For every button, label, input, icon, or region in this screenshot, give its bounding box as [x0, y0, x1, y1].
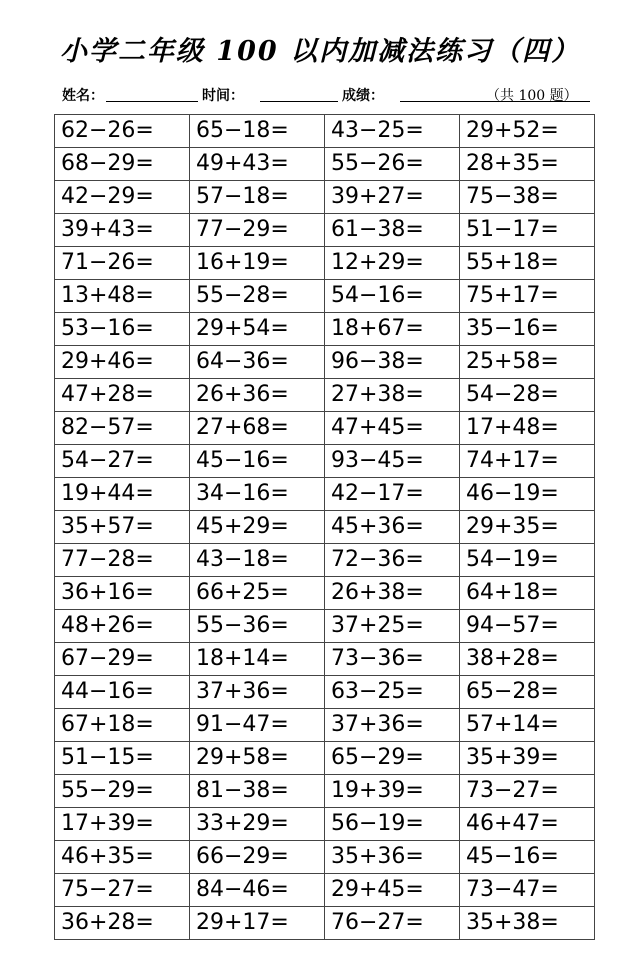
problem-cell: 29+58= [190, 742, 325, 775]
problem-cell: 35+39= [460, 742, 595, 775]
problem-cell: 43−25= [325, 115, 460, 148]
problem-cell: 82−57= [55, 412, 190, 445]
problem-cell: 29+17= [190, 907, 325, 940]
problem-cell: 53−16= [55, 313, 190, 346]
worksheet-title: 小学二年级 100 以内加减法练习（四） [59, 36, 581, 67]
problem-row [55, 643, 595, 676]
problem-row [55, 379, 595, 412]
problem-cell: 33+29= [190, 808, 325, 841]
problem-row [55, 841, 595, 874]
problem-cell: 35+36= [325, 841, 460, 874]
problem-row [55, 709, 595, 742]
problem-cell: 25+58= [460, 346, 595, 379]
problem-row [55, 874, 595, 907]
problem-cell: 96−38= [325, 346, 460, 379]
problem-cell: 48+26= [55, 610, 190, 643]
problem-cell: 26+36= [190, 379, 325, 412]
problem-row [55, 280, 595, 313]
problem-cell: 55−26= [325, 148, 460, 181]
problem-cell: 27+68= [190, 412, 325, 445]
problem-cell: 29+35= [460, 511, 595, 544]
problem-cell: 66−29= [190, 841, 325, 874]
problem-cell: 37+36= [325, 709, 460, 742]
problem-row [55, 214, 595, 247]
problem-cell: 65−18= [190, 115, 325, 148]
problem-cell: 46+35= [55, 841, 190, 874]
problem-cell: 72−36= [325, 544, 460, 577]
problem-cell: 17+48= [460, 412, 595, 445]
problem-cell: 27+38= [325, 379, 460, 412]
problem-cell: 94−57= [460, 610, 595, 643]
problem-cell: 36+28= [55, 907, 190, 940]
problem-row [55, 577, 595, 610]
problem-cell: 29+46= [55, 346, 190, 379]
problem-cell: 55−36= [190, 610, 325, 643]
problem-cell: 19+39= [325, 775, 460, 808]
problem-cell: 68−29= [55, 148, 190, 181]
problem-cell: 65−29= [325, 742, 460, 775]
student-info-row [62, 86, 592, 106]
problem-cell: 57−18= [190, 181, 325, 214]
problem-cell: 39+27= [325, 181, 460, 214]
problem-cell: 57+14= [460, 709, 595, 742]
problem-cell: 38+28= [460, 643, 595, 676]
problem-row [55, 907, 595, 940]
problem-row [55, 247, 595, 280]
problem-cell: 64+18= [460, 577, 595, 610]
problem-cell: 66+25= [190, 577, 325, 610]
problem-cell: 47+28= [55, 379, 190, 412]
problem-cell: 17+39= [55, 808, 190, 841]
problem-cell: 55+18= [460, 247, 595, 280]
problem-cell: 54−19= [460, 544, 595, 577]
problem-row [55, 181, 595, 214]
problem-cell: 35+57= [55, 511, 190, 544]
problem-cell: 42−17= [325, 478, 460, 511]
problem-row [55, 511, 595, 544]
problem-cell: 61−38= [325, 214, 460, 247]
problem-cell: 36+16= [55, 577, 190, 610]
problem-cell: 29+54= [190, 313, 325, 346]
problem-cell: 74+17= [460, 445, 595, 478]
score-label: 成绩： [342, 88, 384, 104]
problem-cell: 44−16= [55, 676, 190, 709]
problem-cell: 91−47= [190, 709, 325, 742]
problem-cell: 62−26= [55, 115, 190, 148]
name-label: 姓名： [62, 88, 104, 104]
problem-row [55, 313, 595, 346]
problem-row [55, 478, 595, 511]
problem-cell: 45−16= [190, 445, 325, 478]
problem-cell: 35+38= [460, 907, 595, 940]
problem-grid [54, 114, 595, 940]
problem-cell: 34−16= [190, 478, 325, 511]
problem-cell: 73−27= [460, 775, 595, 808]
problem-cell: 67−29= [55, 643, 190, 676]
problem-cell: 54−16= [325, 280, 460, 313]
problem-cell: 75−27= [55, 874, 190, 907]
problem-row [55, 445, 595, 478]
problem-cell: 18+67= [325, 313, 460, 346]
problem-cell: 51−15= [55, 742, 190, 775]
problem-cell: 73−36= [325, 643, 460, 676]
problem-cell: 54−27= [55, 445, 190, 478]
problem-cell: 16+19= [190, 247, 325, 280]
problem-row [55, 346, 595, 379]
problem-cell: 93−45= [325, 445, 460, 478]
problem-cell: 29+52= [460, 115, 595, 148]
problem-row [55, 115, 595, 148]
problem-cell: 77−29= [190, 214, 325, 247]
time-blank[interactable] [260, 101, 338, 102]
problem-cell: 65−28= [460, 676, 595, 709]
problem-row [55, 775, 595, 808]
problem-cell: 26+38= [325, 577, 460, 610]
problem-cell: 63−25= [325, 676, 460, 709]
problem-row [55, 610, 595, 643]
problem-cell: 47+45= [325, 412, 460, 445]
problem-cell: 37+36= [190, 676, 325, 709]
problem-cell: 43−18= [190, 544, 325, 577]
problem-cell: 37+25= [325, 610, 460, 643]
problem-cell: 84−46= [190, 874, 325, 907]
problem-cell: 64−36= [190, 346, 325, 379]
problem-row [55, 412, 595, 445]
problem-cell: 77−28= [55, 544, 190, 577]
problem-row [55, 544, 595, 577]
problem-cell: 42−29= [55, 181, 190, 214]
problem-cell: 45+29= [190, 511, 325, 544]
problem-cell: 35−16= [460, 313, 595, 346]
problem-cell: 46+47= [460, 808, 595, 841]
problem-cell: 75+17= [460, 280, 595, 313]
problem-cell: 19+44= [55, 478, 190, 511]
problem-cell: 12+29= [325, 247, 460, 280]
problem-cell: 76−27= [325, 907, 460, 940]
problem-row [55, 676, 595, 709]
problem-cell: 29+45= [325, 874, 460, 907]
problem-row [55, 808, 595, 841]
problem-cell: 55−28= [190, 280, 325, 313]
problem-cell: 39+43= [55, 214, 190, 247]
time-label: 时间： [202, 88, 244, 104]
problem-cell: 18+14= [190, 643, 325, 676]
problem-cell: 49+43= [190, 148, 325, 181]
name-blank[interactable] [106, 101, 198, 102]
problem-cell: 75−38= [460, 181, 595, 214]
problem-row [55, 148, 595, 181]
problem-cell: 71−26= [55, 247, 190, 280]
problem-cell: 13+48= [55, 280, 190, 313]
problem-cell: 81−38= [190, 775, 325, 808]
problem-cell: 45−16= [460, 841, 595, 874]
problem-cell: 67+18= [55, 709, 190, 742]
total-count: （共 100 题） [486, 88, 578, 104]
problem-cell: 45+36= [325, 511, 460, 544]
problem-cell: 73−47= [460, 874, 595, 907]
problem-cell: 55−29= [55, 775, 190, 808]
problem-cell: 28+35= [460, 148, 595, 181]
problem-cell: 54−28= [460, 379, 595, 412]
problem-row [55, 742, 595, 775]
problem-cell: 46−19= [460, 478, 595, 511]
problem-cell: 56−19= [325, 808, 460, 841]
problem-cell: 51−17= [460, 214, 595, 247]
